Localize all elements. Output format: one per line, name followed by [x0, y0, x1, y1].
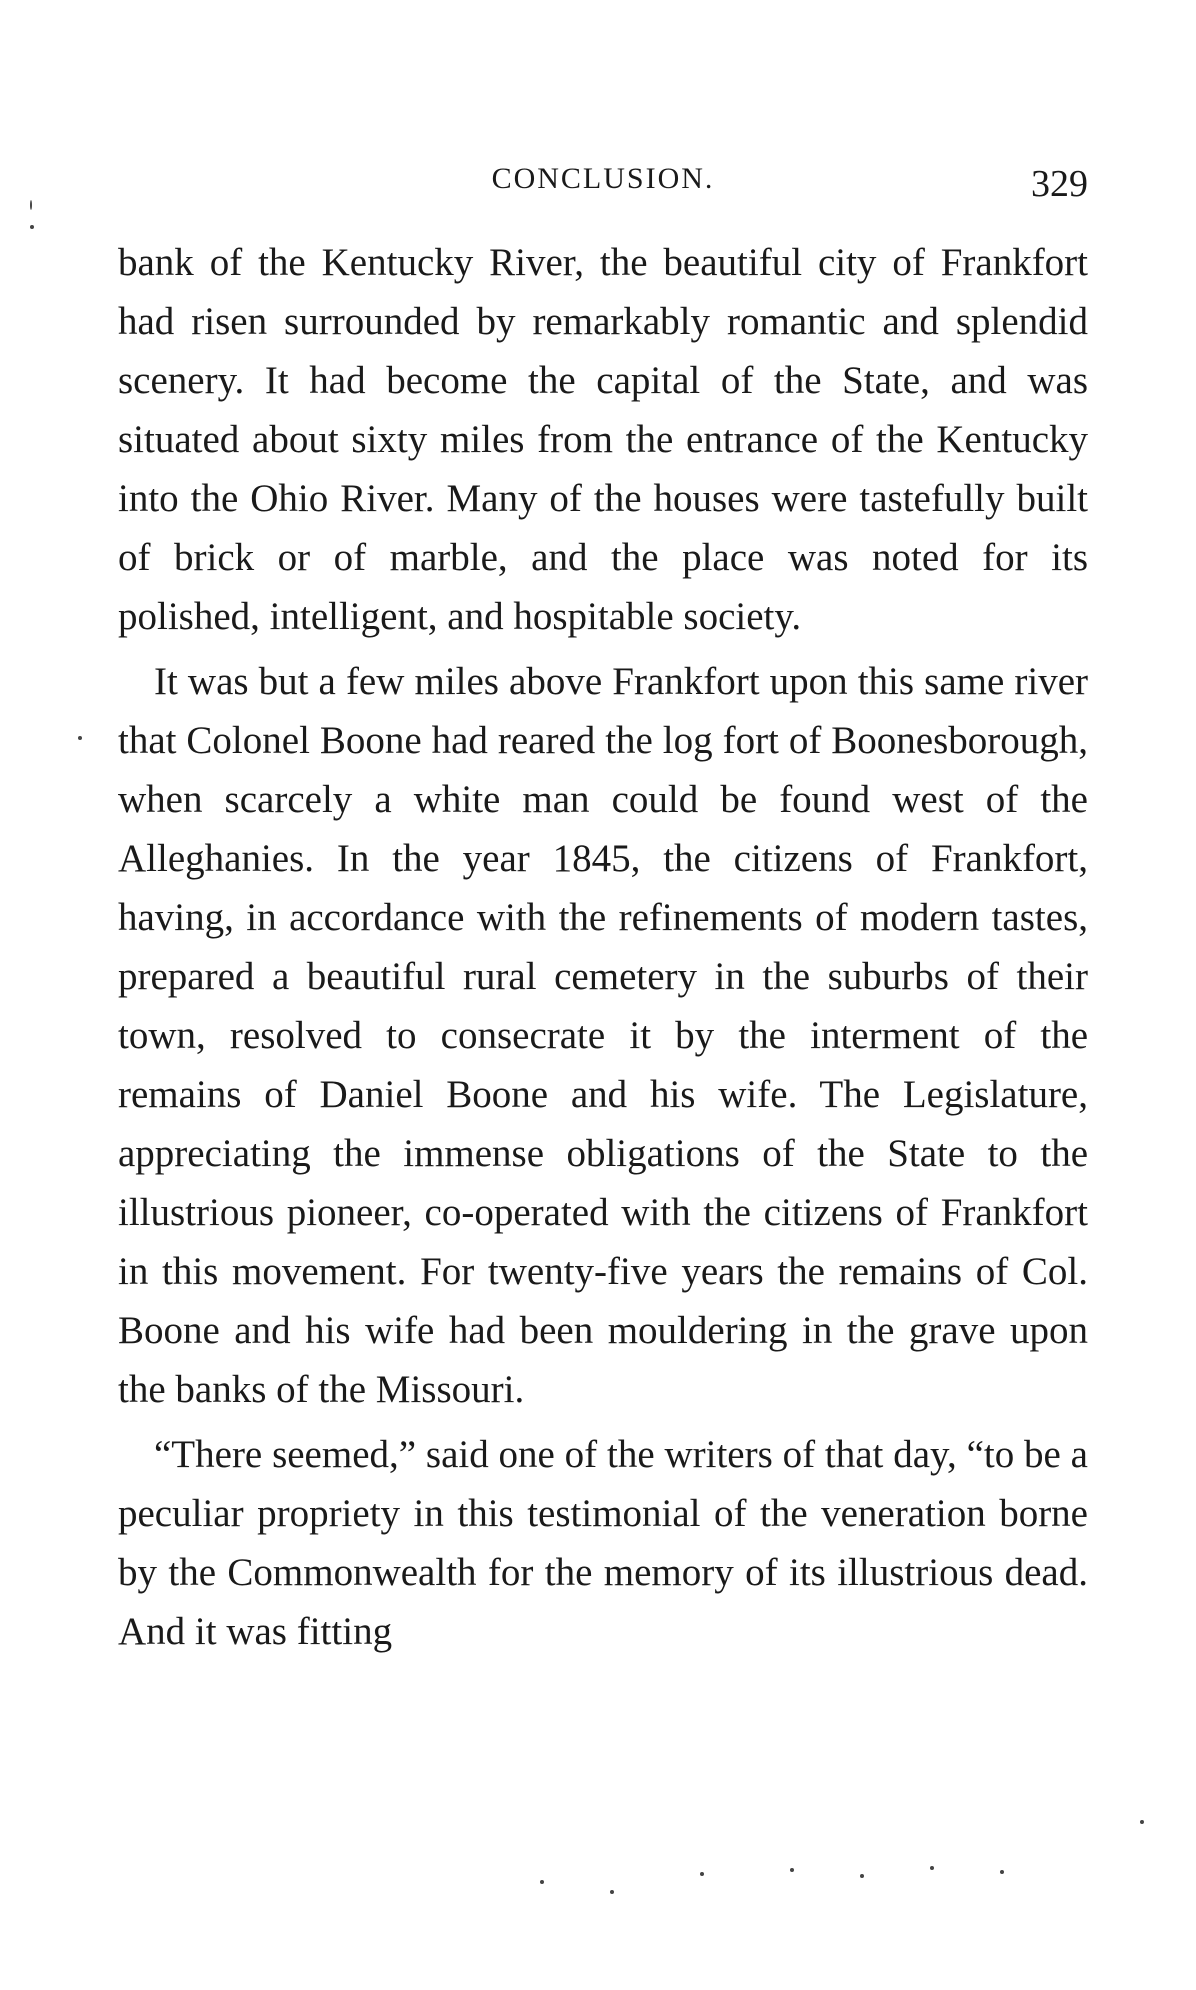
- paragraph-2: It was but a few miles above Frankfort upon this same river that Colonel Boone had reared the log fort of Boonesborough, when scarcely a white man could be found west of the Alleghanies. In the year 1845, the citizens of Frankfort, having, in accordance with the refinements of modern tastes, prepared a beautiful rural cemetery in the suburbs of their town, resolved to consecrate it by the interment of the remains of Daniel Boone and his wife. The Legislature, appreciating the immense obligations of the State to the illustrious pioneer, co-operated with the citizens of Frankfort in this movement. For twenty-five years the remains of Col. Boone and his wife had been mouldering in the grave upon the banks of the Missouri.: [118, 660, 1088, 1411]
- running-head: [118, 158, 1088, 208]
- scan-speck: [930, 1866, 934, 1870]
- page-number: 329: [1031, 163, 1088, 205]
- body-text: [118, 233, 1088, 1661]
- scan-speck: [860, 1874, 864, 1878]
- scan-speck: [1000, 1870, 1004, 1874]
- paragraph-3: “There seemed,” said one of the writers of that day, “to be a peculiar propriety in this testimonial of the veneration borne by the Commonwealth for the memory of its illustrious dead. And it was fitting: [118, 1433, 1088, 1653]
- margin-speck: [78, 736, 82, 740]
- margin-speck: [30, 200, 32, 210]
- margin-speck: [30, 225, 34, 229]
- running-title: CONCLUSION.: [491, 162, 715, 195]
- scan-speck: [540, 1880, 544, 1884]
- scan-speck: [1140, 1820, 1144, 1824]
- paragraph-1: bank of the Kentucky River, the beautiful city of Frankfort had risen surrounded by remarkably romantic and splendid scenery. It had become the capital of the State, and was situated about sixty miles from the entrance of the Kentucky into the Ohio River. Many of the houses were tastefully built of brick or of marble, and the place was noted for its polished, intelligent, and hospitable society.: [118, 241, 1088, 638]
- scan-speck: [790, 1868, 794, 1872]
- scan-speck: [610, 1890, 614, 1894]
- scan-speck: [700, 1872, 704, 1876]
